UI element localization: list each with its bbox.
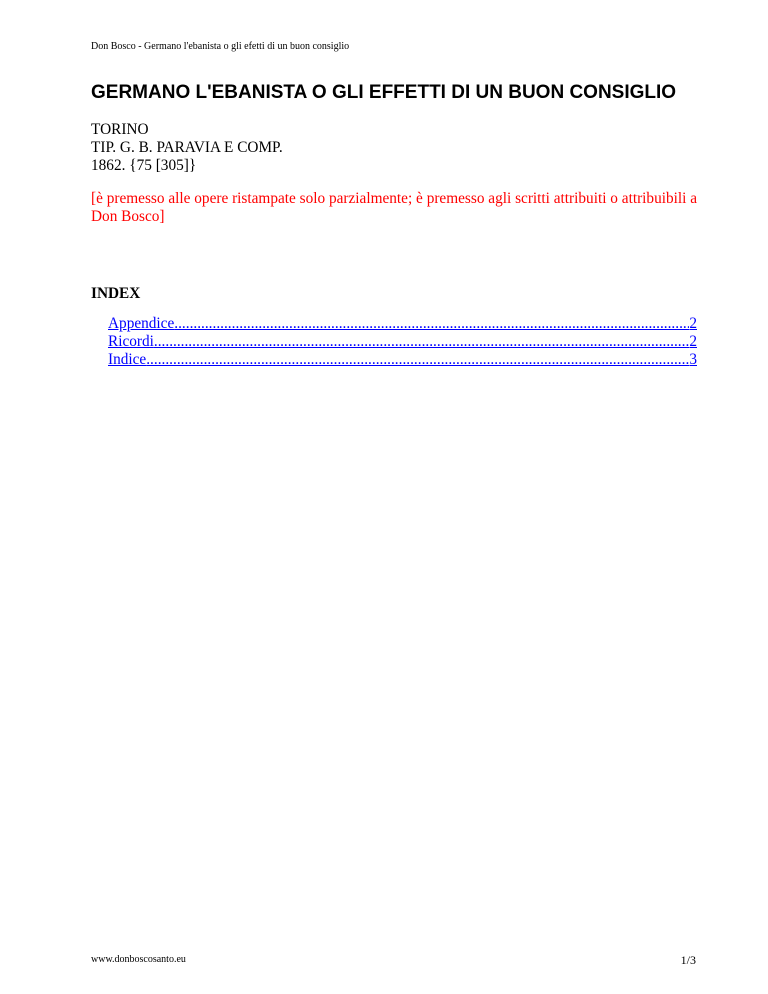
toc-dot-leader	[154, 333, 689, 351]
index-heading: INDEX	[91, 285, 141, 302]
toc-dot-leader	[174, 315, 689, 333]
publication-info	[91, 121, 283, 175]
toc-link-appendice[interactable]	[108, 315, 697, 333]
footer-page-number: 1/3	[680, 953, 696, 967]
toc-dot-leader	[146, 351, 689, 369]
publication-year: 1862. {75 [305]}	[91, 157, 197, 174]
toc-page-number: 3	[689, 351, 697, 368]
editorial-note: [è premesso alle opere ristampate solo parzialmente; è premesso agli scritti attribuiti o attribuibili a Don Bosco]	[91, 190, 697, 225]
toc-entry-label: Ricordi	[108, 333, 154, 350]
toc-page-number: 2	[689, 333, 697, 350]
toc-link-ricordi[interactable]	[108, 333, 697, 351]
publication-city: TORINO	[91, 121, 149, 138]
toc-entry-label: Indice	[108, 351, 147, 368]
document-title: GERMANO L'EBANISTA O GLI EFFETTI DI UN BUON CONSIGLIO	[91, 82, 677, 103]
toc-entry-label: Appendice	[108, 315, 175, 332]
table-of-contents	[108, 315, 697, 369]
toc-link-indice[interactable]	[108, 351, 697, 369]
running-header: Don Bosco - Germano l'ebanista o gli efetti di un buon consiglio	[91, 41, 350, 52]
footer-website: www.donboscosanto.eu	[91, 954, 186, 965]
toc-page-number: 2	[689, 315, 697, 332]
publication-printer: TIP. G. B. PARAVIA E COMP.	[91, 139, 283, 156]
